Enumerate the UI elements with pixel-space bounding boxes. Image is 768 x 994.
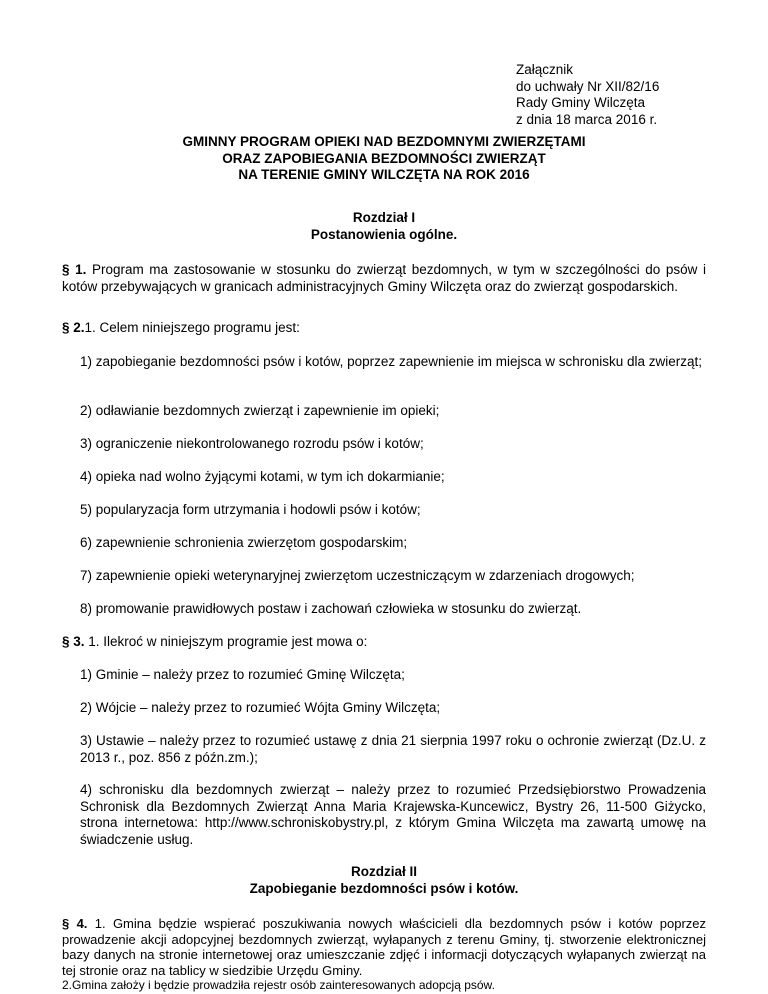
chapter-2-number: Rozdział II: [350, 864, 417, 879]
paragraph-2: [62, 320, 706, 337]
paragraph-1-mark: § 1.: [62, 262, 87, 277]
document-title: [62, 134, 706, 184]
paragraph-4-item-2: 2.Gmina założy i będzie prowadziła rejestr osób zainteresowanych adopcją psów.: [62, 978, 495, 992]
annex-resolution-number: do uchwały Nr XII/82/16: [516, 78, 660, 94]
paragraph-1: [62, 262, 706, 295]
definition-item: 4) schronisku dla bezdomnych zwierząt – należy przez to rozumieć Przedsiębiorstwo Prowadzenia Schronisk dla Bezdomnych Zwierząt Anna Maria Krajewska-Kuncewicz, Bystry 26, 11-500 Giżycko, strona internetowa: http://www.schroniskobystry.pl, z którym Gmina Wilczęta ma zawartą umowę na świadczenie usług.: [80, 782, 706, 847]
paragraph-2-text: 1. Celem niniejszego programu jest:: [84, 320, 300, 335]
definition-item: 2) Wójcie – należy przez to rozumieć Wójta Gminy Wilczęta;: [80, 700, 441, 715]
list-item: 5) popularyzacja form utrzymania i hodowli psów i kotów;: [80, 502, 421, 517]
list-item: 3) ograniczenie niekontrolowanego rozrodu psów i kotów;: [80, 436, 424, 451]
paragraph-2-mark: § 2.: [62, 320, 85, 335]
chapter-2-heading: [62, 864, 706, 897]
annex-date: z dnia 18 marca 2016 r.: [516, 111, 658, 127]
list-item: 2) odławianie bezdomnych zwierząt i zapewnienie im opieki;: [80, 403, 440, 418]
paragraph-3-text: 1. Ilekroć w niniejszym programie jest mowa o:: [84, 634, 368, 649]
definition-item: 1) Gminie – należy przez to rozumieć Gminę Wilczęta;: [80, 667, 405, 682]
annex-council-name: Rady Gminy Wilczęta: [516, 95, 646, 110]
chapter-1-heading: [62, 210, 706, 243]
annex-label: Załącznik: [516, 62, 574, 77]
paragraph-1-text: Program ma zastosowanie w stosunku do zwierząt bezdomnych, w tym w szczególności do psów i kotów przebywających w granicach administracyjnych Gminy Wilczęta oraz do zwierząt gospodarskich.: [62, 262, 706, 294]
definition-item: 3) Ustawie – należy przez to rozumieć ustawę z dnia 21 sierpnia 1997 roku o ochronie zwierząt (Dz.U. z 2013 r., poz. 856 z późn.zm.);: [80, 733, 706, 765]
title-line-2: ORAZ ZAPOBIEGANIA BEZDOMNOŚCI ZWIERZĄT: [222, 150, 546, 166]
list-item: 8) promowanie prawidłowych postaw i zachowań człowieka w stosunku do zwierząt.: [80, 601, 582, 616]
paragraph-3: [62, 634, 706, 651]
annex-header: [516, 62, 736, 128]
paragraph-3-mark: § 3.: [62, 634, 85, 649]
title-line-1: GMINNY PROGRAM OPIEKI NAD BEZDOMNYMI ZWIERZĘTAMI: [182, 134, 586, 149]
list-item: 4) opieka nad wolno żyjącymi kotami, w tym ich dokarmianie;: [80, 469, 445, 484]
chapter-2-title: Zapobieganie bezdomności psów i kotów.: [249, 880, 519, 896]
list-item: 1) zapobieganie bezdomności psów i kotów, poprzez zapewnienie im miejsca w schronisku dla zwierząt;: [80, 354, 703, 369]
paragraph-4: [62, 916, 706, 978]
chapter-1-title: Postanowienia ogólne.: [310, 226, 458, 242]
list-item: 6) zapewnienie schronienia zwierzętom gospodarskim;: [80, 535, 408, 550]
paragraph-4-mark: § 4.: [62, 916, 88, 931]
title-line-3: NA TERENIE GMINY WILCZĘTA NA ROK 2016: [238, 167, 530, 182]
list-item: 7) zapewnienie opieki weterynaryjnej zwierzętom uczestniczącym w zdarzeniach drogowych;: [80, 568, 635, 583]
chapter-1-number: Rozdział I: [352, 210, 416, 225]
paragraph-4-text: 1. Gmina będzie wspierać poszukiwania nowych właścicieli dla bezdomnych psów i kotów poprzez prowadzenie akcji adopcyjnej bezdomnych zwierząt, wyłapanych z terenu Gminy, tj. stworzenie elektronicznej bazy danych na stronie internetowej oraz umieszczanie zdjęć i informacji dotyczących wyłapanych zwierząt na tej stronie oraz na tablicy w siedzibie Urzędu Gminy.: [62, 916, 706, 978]
